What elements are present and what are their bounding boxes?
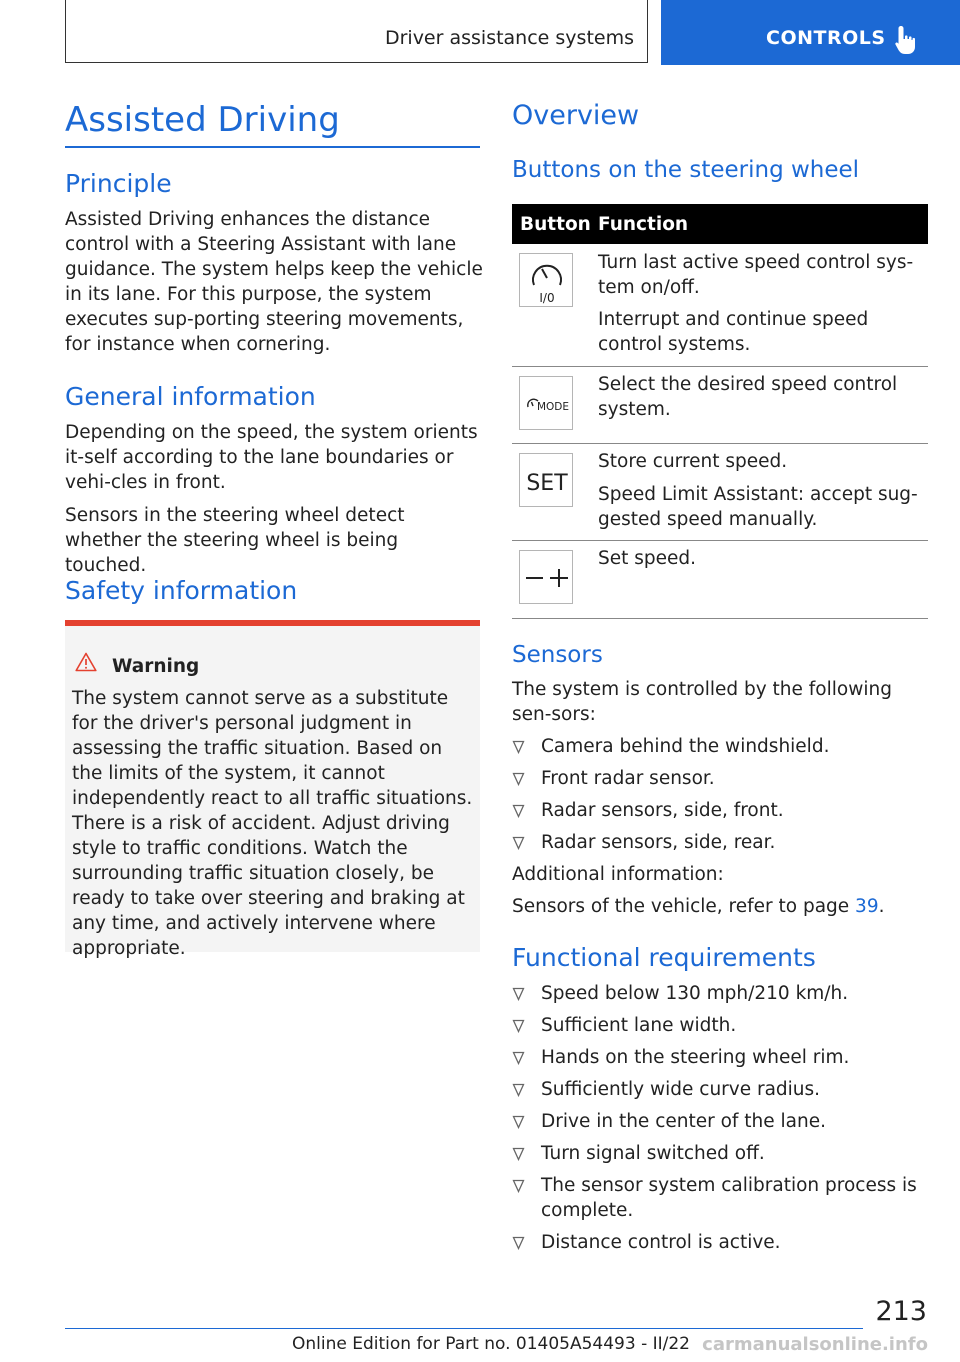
function-text: Speed Limit Assistant: accept sug‐gested speed manually. [598, 484, 918, 530]
function-text: Select the desired speed control system. [598, 374, 898, 420]
table-row [512, 540, 928, 619]
sensors-heading: Sensors [512, 642, 603, 668]
header-section-tab [65, 0, 648, 63]
sensors-reference: Sensors of the vehicle, refer to page 39. [512, 896, 885, 917]
function-text: Turn last active speed control sys‐tem on/off. [598, 252, 914, 298]
additional-info-label: Additional information: [512, 864, 724, 885]
bullet-triangle-icon [512, 987, 525, 1001]
warning-triangle-icon [75, 652, 97, 672]
table-row [512, 366, 928, 444]
watermark: carmanualsonline.info [702, 1334, 928, 1355]
bullet-triangle-icon [512, 740, 525, 754]
bullet-triangle-icon [512, 1179, 525, 1193]
header-chapter-tab [661, 0, 960, 65]
page-reference-link[interactable]: 39 [855, 896, 879, 917]
steering-buttons-heading: Buttons on the steering wheel [512, 157, 860, 183]
bullet-triangle-icon [512, 1051, 525, 1065]
sensors-intro: The system is controlled by the following sen‐sors: [512, 679, 892, 725]
bullet-triangle-icon [512, 772, 525, 786]
set-icon-label: SET [526, 471, 568, 496]
column-header-function: Function [598, 214, 689, 235]
bullet-triangle-icon [512, 1147, 525, 1161]
table-row [512, 443, 928, 541]
bullet-triangle-icon [512, 1019, 525, 1033]
warning-text: The system cannot serve as a substitute for the driver's personal judgment in assessing the traffic situation. Based on the limits of the system, it cannot independently react to all traffic situations. There is a risk of accident. Adjust driving style to traffic conditions. Watch the surrounding traffic situation closely, be ready to take over steering and braking at any time, and actively intervene where appropriate. [72, 688, 473, 959]
overview-heading: Overview [512, 100, 640, 131]
page-title: Assisted Driving [65, 100, 340, 140]
mode-icon-label: MODE [536, 401, 570, 413]
speed-control-on-off-icon [519, 253, 573, 307]
general-info-heading: General information [65, 382, 316, 411]
page-number: 213 [875, 1296, 927, 1327]
minus-plus-rocker-icon [519, 550, 573, 604]
safety-info-heading: Safety information [65, 576, 298, 605]
mode-button-icon [519, 376, 573, 430]
column-header-button: Button [520, 214, 591, 235]
header-chapter-title: CONTROLS [766, 27, 886, 49]
general-info-text-1: Depending on the speed, the system orients it‐self according to the lane boundaries or vehi‐cles in front. [65, 422, 478, 493]
bullet-triangle-icon [512, 1083, 525, 1097]
pointing-hand-icon [893, 24, 919, 56]
bullet-triangle-icon [512, 1115, 525, 1129]
footer-rule [65, 1328, 863, 1329]
functional-requirements-heading: Functional requirements [512, 943, 816, 972]
speed-control-icon-label: I/0 [539, 291, 555, 305]
set-button-icon [519, 453, 573, 507]
principle-heading: Principle [65, 169, 172, 198]
function-text: Interrupt and continue speed control systems. [598, 309, 869, 355]
bullet-triangle-icon [512, 1236, 525, 1250]
bullet-triangle-icon [512, 804, 525, 818]
warning-title: Warning [112, 656, 200, 677]
header-section-title: Driver assistance systems [384, 27, 634, 49]
title-rule [65, 146, 480, 148]
warning-box [65, 620, 480, 959]
principle-text: Assisted Driving enhances the distance control with a Steering Assistant with lane guidance. The system helps keep the vehicle in its lane. For this purpose, the system executes sup‐porting steering movements, for instance when cornering. [65, 209, 483, 355]
edition-text: Online Edition for Part no. 01405A54493 - II/22 [291, 1334, 690, 1354]
table-header [512, 204, 928, 244]
bullet-triangle-icon [512, 836, 525, 850]
function-text: Set speed. [598, 548, 697, 569]
function-text: Store current speed. [598, 451, 788, 472]
table-row [512, 244, 928, 367]
general-info-text-2: Sensors in the steering wheel detect whether the steering wheel is being touched. [65, 505, 405, 576]
